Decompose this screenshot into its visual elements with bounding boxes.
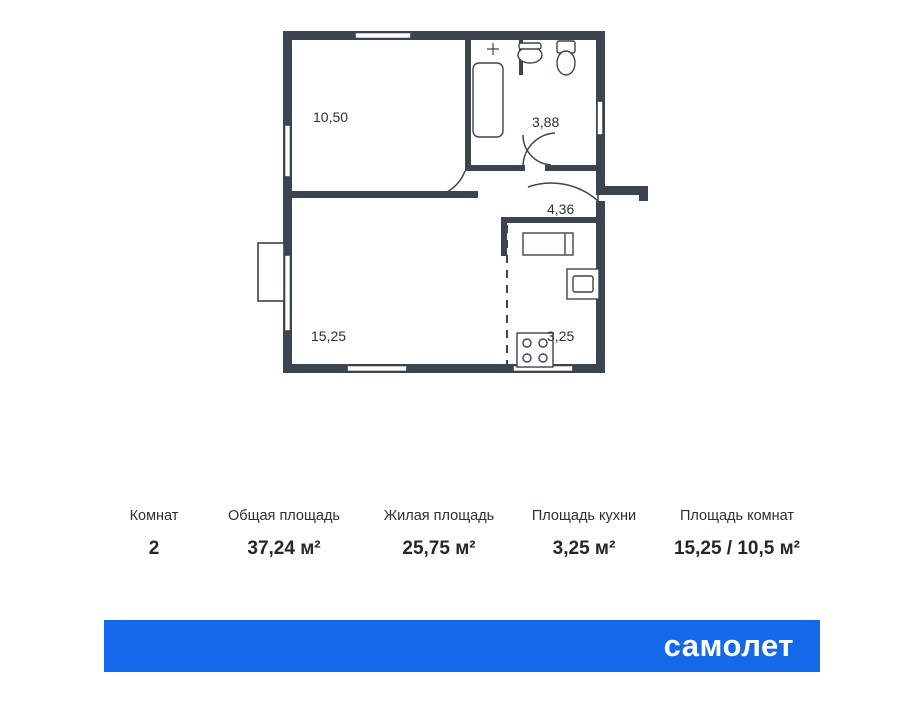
plan-thin-lines xyxy=(292,195,507,373)
room-area-living: 15,25 xyxy=(311,328,347,344)
spec-total-area-title: Общая площадь xyxy=(227,508,340,524)
spec-rooms xyxy=(104,508,204,560)
spec-rooms-title: Комнат xyxy=(129,508,179,524)
plan-fixtures-bathroom xyxy=(473,41,575,137)
spec-kitchen-area-value: 3,25 м² xyxy=(552,538,616,559)
room-area-kitchen: 3,25 xyxy=(547,328,575,344)
spec-rooms-value: 2 xyxy=(148,538,160,559)
spec-total-area-value: 37,24 м² xyxy=(247,538,321,559)
spec-kitchen-area-title: Площадь кухни xyxy=(531,508,637,524)
room-area-hall: 4,36 xyxy=(547,201,575,217)
brand-bar xyxy=(104,620,820,672)
room-area-bedroom: 10,50 xyxy=(313,109,349,125)
plan-partitions xyxy=(283,31,597,256)
brand-logo-text: самолет xyxy=(663,628,794,663)
plan-fixtures-kitchen xyxy=(517,233,599,367)
spec-kitchen-area xyxy=(514,508,654,560)
spec-total-area xyxy=(204,508,364,560)
spec-living-area xyxy=(364,508,514,560)
plan-balcony xyxy=(258,243,284,301)
spec-rooms-area xyxy=(654,508,820,560)
spec-rooms-area-value: 15,25 / 10,5 м² xyxy=(673,538,801,559)
spec-rooms-area-title: Площадь комнат xyxy=(679,508,795,524)
specs-row xyxy=(104,508,820,560)
spec-living-area-value: 25,75 м² xyxy=(402,538,476,559)
floorplan-drawing xyxy=(255,15,685,395)
spec-living-area-title: Жилая площадь xyxy=(383,508,495,524)
room-area-bathroom: 3,88 xyxy=(532,114,560,130)
